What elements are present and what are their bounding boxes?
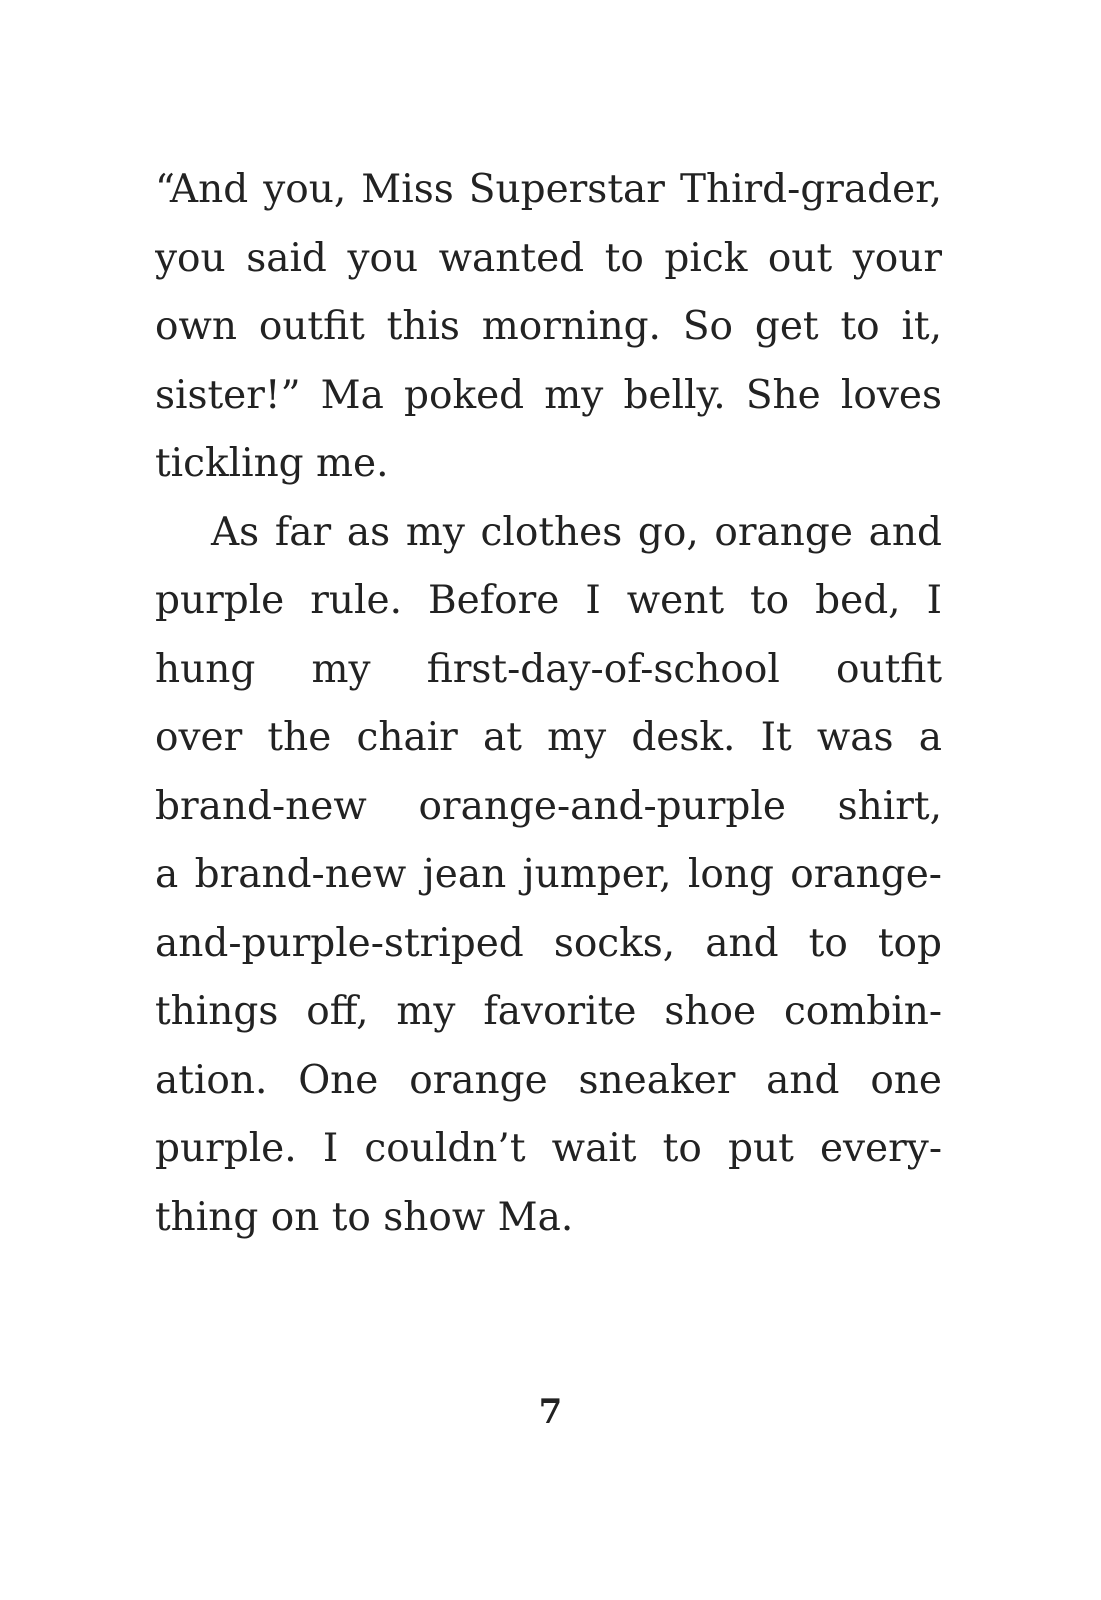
text-line: purple. I couldn’t wait to put every- bbox=[155, 1126, 942, 1171]
body-text bbox=[155, 162, 942, 1258]
text-line: hung my first-day-of-school outfit bbox=[155, 646, 942, 692]
text-line: thing on to show Ma. bbox=[155, 1194, 574, 1240]
text-line: you said you wanted to pick out your bbox=[155, 235, 942, 281]
text-line: a brand-new jean jumper, long orange- bbox=[155, 852, 942, 897]
text-line: purple rule. Before I went to bed, I bbox=[155, 578, 942, 623]
text-line: “And you, Miss Superstar Third-grader, bbox=[155, 167, 942, 212]
paragraph bbox=[155, 505, 942, 1259]
text-line: and-purple-striped socks, and to top bbox=[155, 920, 942, 966]
text-line: things off, my favorite shoe combin- bbox=[155, 989, 942, 1034]
text-line: tickling me. bbox=[155, 441, 389, 486]
text-line: over the chair at my desk. It was a bbox=[155, 715, 942, 760]
text-line: own outfit this morning. So get to it, bbox=[155, 304, 942, 349]
text-line: sister!” Ma poked my belly. She loves bbox=[155, 372, 942, 418]
text-line: ation. One orange sneaker and one bbox=[155, 1057, 942, 1103]
page-number: 7 bbox=[538, 1392, 563, 1432]
text-line: brand-new orange-and-purple shirt, bbox=[155, 783, 942, 829]
paragraph bbox=[155, 162, 942, 505]
text-line: As far as my clothes go, orange and bbox=[211, 509, 942, 555]
